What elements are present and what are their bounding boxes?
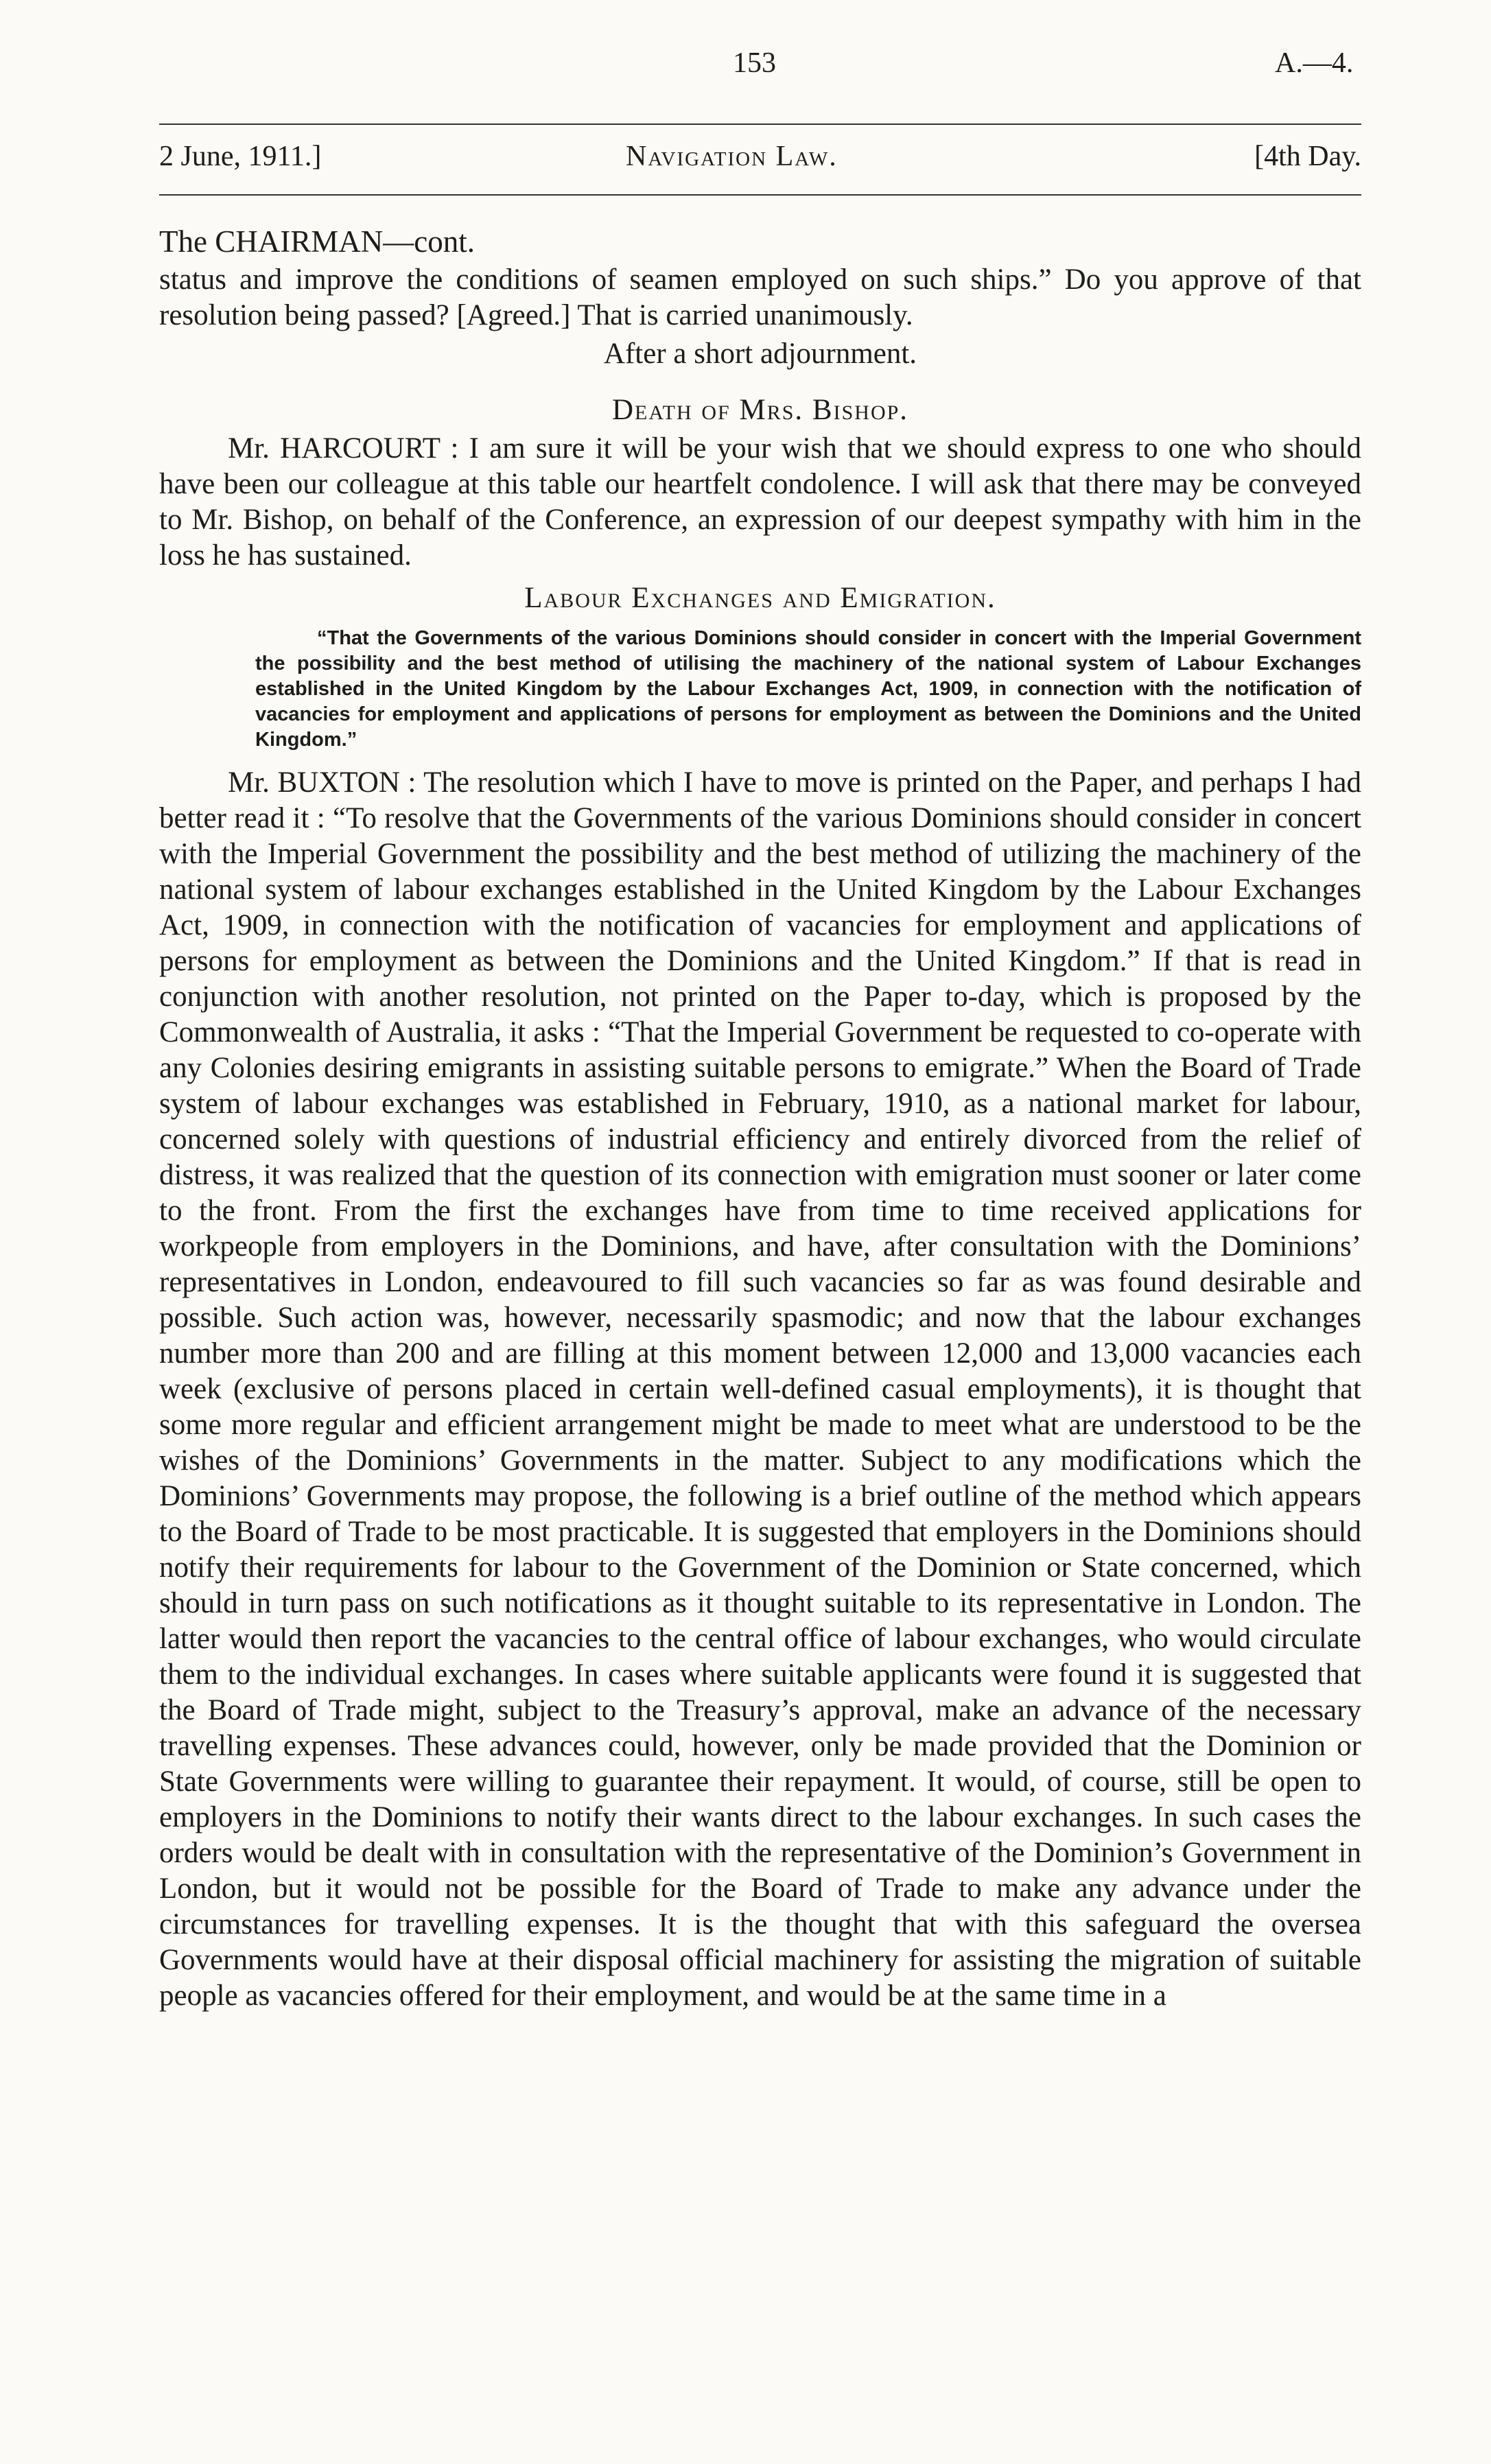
header-title: Navigation Law. xyxy=(626,141,838,172)
series-code: A.—4. xyxy=(1275,47,1354,79)
page-body xyxy=(159,224,1361,2014)
chairman-paragraph: status and improve the conditions of seamen employed on such ships.” Do you approve of that resolution being passed? [Agreed.] That is carried unanimously. xyxy=(159,263,1361,331)
resolution-text: “That the Governments of the various Dominions should consider in concert with the Imperial Government the possibility and the best method of utilising the machinery of the national system of Labour Exchanges established in the United Kingdom by the Labour Exchanges Act, 1909, in connection with the notification of vacancies for employment and applications of persons for employment as between the Dominions and the United Kingdom.” xyxy=(255,627,1361,751)
buxton-paragraph: Mr. BUXTON : The resolution which I have to move is printed on the Paper, and perhaps I had better read it : “To resolve that the Governments of the various Dominions should consider in concert with the Imperial Government the possibility and the best method of utilizing the machinery of the national system of labour exchanges established in the United Kingdom by the Labour Exchanges Act, 1909, in connection with the notification of vacancies for employment and applications of persons for employment as between the Dominions and the United Kingdom.” If that is read in conjunction with another resolution, not printed on the Paper to-day, which is proposed by the Commonwealth of Australia, it asks : “That the Imperial Government be requested to co-operate with any Colonies desiring emigrants in assisting suitable persons to emigrate.” When the Board of Trade system of labour exchanges was established in February, 1910, as a national market for labour, concerned solely with questions of industrial efficiency and entirely divorced from the relief of distress, it was realized that the question of its connection with emigration must sooner or later come to the front. From the first the exchanges have from time to time received applications for workpeople from employers in the Dominions, and have, after consultation with the Dominions’ representatives in London, endeavoured to fill such vacancies so far as was found desirable and possible. Such action was, however, necessarily spasmodic; and now that the labour exchanges number more than 200 and are filling at this moment between 12,000 and 13,000 vacancies each week (exclusive of persons placed in certain well-defined casual employments), it is thought that some more regular and efficient arrangement might be made to meet what are understood to be the wishes of the Dominions’ Governments in the matter. Subject to any modifications which the Dominions’ Governments may propose, the following is a brief outline of the method which appears to the Board of Trade to be most practicable. It is suggested that employers in the Dominions should notify their requirements for labour to the Government of the Dominion or State concerned, which should in turn pass on such notifications as it thought suitable to its representative in London. The latter would then report the vacancies to the central office of labour exchanges, who would circulate them to the individual exchanges. In cases where suitable applicants were found it is suggested that the Board of Trade might, subject to the Treasury’s approval, make an advance of the necessary travelling expenses. These advances could, however, only be made provided that the Dominion or State Governments were willing to guarantee their repayment. It would, of course, still be open to employers in the Dominions to notify their wants direct to the labour exchanges. In such cases the orders would be dealt with in consultation with the representative of the Dominion’s Government in London, but it would not be possible for the Board of Trade to make any advance under the circumstances for travelling expenses. It is the thought that with this safeguard the oversea Governments would have at their disposal official machinery for assisting the migration of suitable people as vacancies offered for their employment, and would be at the same time in a xyxy=(159,766,1361,2012)
section-heading-death: Death of Mrs. Bishop. xyxy=(611,394,909,426)
page-number: 153 xyxy=(733,47,776,79)
header-date: 2 June, 1911.] xyxy=(159,141,322,172)
speaker-continued: The CHAIRMAN—cont. xyxy=(159,224,475,259)
header-day: [4th Day. xyxy=(1254,141,1361,172)
adjournment-note: After a short adjournment. xyxy=(603,338,917,370)
running-head xyxy=(159,140,1361,181)
section-heading-labour: Labour Exchanges and Emigration. xyxy=(524,582,996,614)
header-rule-top xyxy=(159,124,1361,125)
harcourt-paragraph: Mr. HARCOURT : I am sure it will be your wish that we should express to one who should have been our colleague at this table our heartfelt condolence. I will ask that there may be conveyed to Mr. Bishop, on behalf of the Conference, an expression of our deepest sympathy with him in the loss he has sustained. xyxy=(159,432,1361,572)
header-rule-bottom xyxy=(159,194,1361,196)
